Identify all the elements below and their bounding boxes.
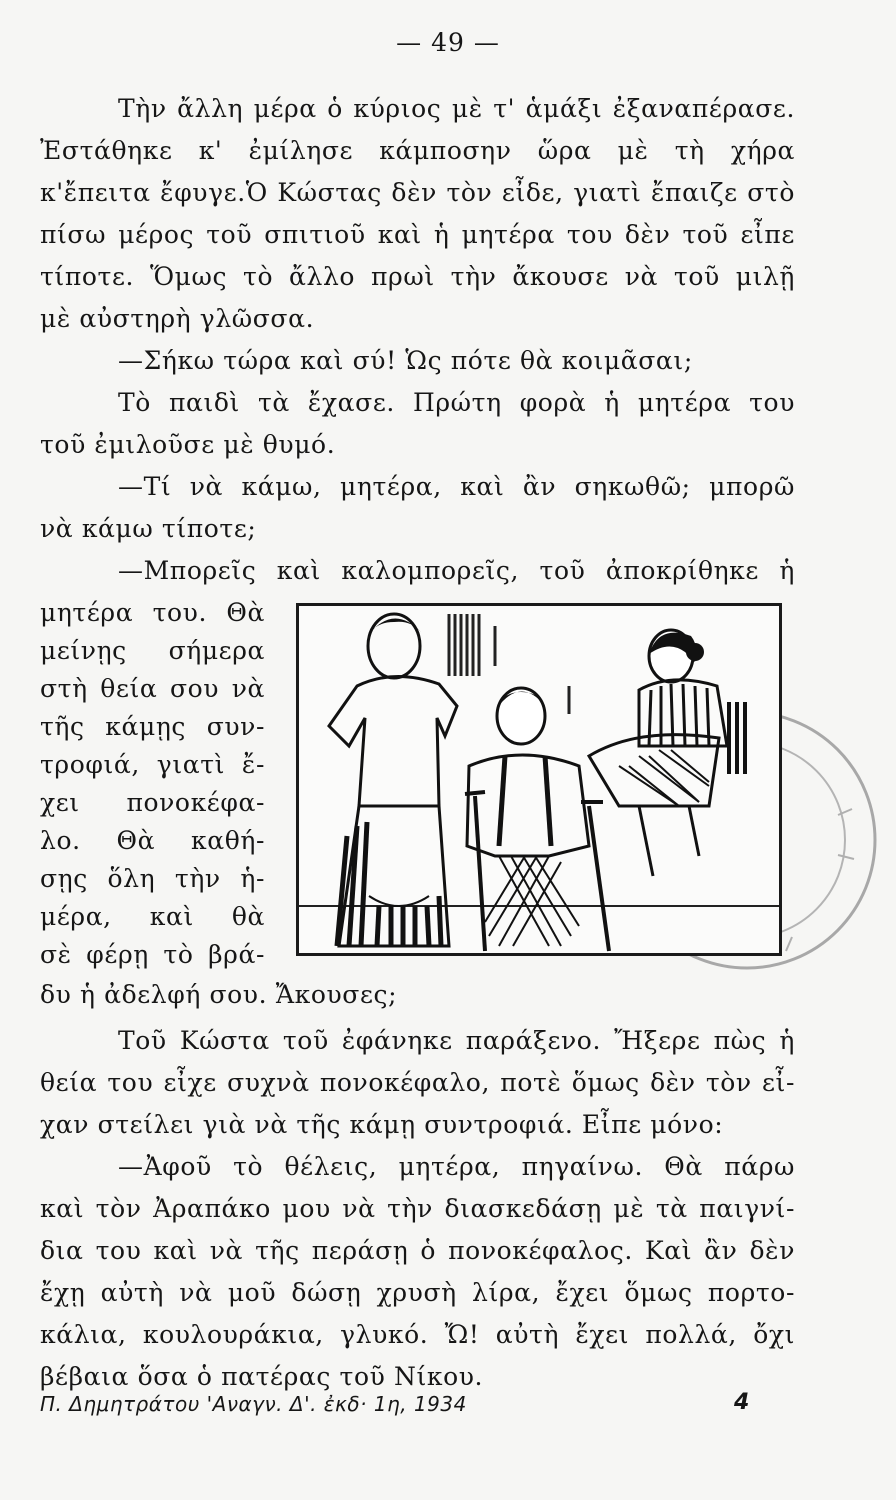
text-line: στὴ θεία σου νὰ xyxy=(40,674,265,703)
text-line: λο. Θὰ καθή- xyxy=(40,826,265,855)
text-line: τῆς κάμῃς συν- xyxy=(40,712,265,741)
text-line: τροφιά, γιατὶ ἔ- xyxy=(40,750,265,779)
text-line: χει πονοκέφα- xyxy=(40,788,265,817)
text-line: τοῦ ἐμιλοῦσε μὲ θυμό. xyxy=(40,430,336,459)
text-line: —Σήκω τώρα καὶ σύ! Ὡς πότε θὰ κοιμᾶσαι; xyxy=(118,346,693,375)
text-line: χαν στείλει γιὰ νὰ τῆς κάμῃ συντροφιά. Εἶπε μόνο: xyxy=(40,1110,724,1139)
text-line: —Τί νὰ κάμω, μητέρα, καὶ ἂν σηκωθῶ; μπορῶ xyxy=(118,472,795,501)
text-line: βέβαια ὅσα ὁ πατέρας τοῦ Νίκου. xyxy=(40,1362,484,1391)
publisher-imprint: Π. Δημητράτου 'Αναγν. Δ'. ἐκδ· 1η, 1934 xyxy=(40,1392,467,1416)
woodcut-illustration-mother-boy-aunt xyxy=(299,606,779,953)
text-line: νὰ κάμω τίποτε; xyxy=(40,514,257,543)
text-line: πίσω μέρος τοῦ σπιτιοῦ καὶ ἡ μητέρα του δὲν τοῦ εἶπε xyxy=(40,220,795,249)
illustration xyxy=(296,603,782,956)
text-line: σὲ φέρῃ τὸ βρά- xyxy=(40,940,265,969)
text-line: δια του καὶ νὰ τῆς περάσῃ ὁ πονοκέφαλος. Καὶ ἂν δὲν xyxy=(40,1236,795,1265)
text-line: Τὸ παιδὶ τὰ ἔχασε. Πρώτη φορὰ ἡ μητέρα του xyxy=(118,388,795,417)
text-line: Ἐστάθηκε κ' ἐμίλησε κάμποσην ὥρα μὲ τὴ χήρα xyxy=(40,136,795,165)
text-line: ἔχῃ αὐτὴ νὰ μοῦ δώσῃ χρυσὴ λίρα, ἔχει ὅμως πορτο- xyxy=(40,1278,795,1307)
text-line: μείνῃς σήμερα xyxy=(40,636,265,665)
signature-mark: 4 xyxy=(734,1390,750,1415)
text-line: Τὴν ἄλλη μέρα ὁ κύριος μὲ τ' ἁμάξι ἐξαναπέρασε. xyxy=(118,94,795,123)
page-number: — 49 — xyxy=(396,28,500,57)
text-line: δυ ἡ ἀδελφή σου. Ἄκουσες; xyxy=(40,980,398,1009)
text-line: τίποτε. Ὅμως τὸ ἄλλο πρωὶ τὴν ἄκουσε νὰ τοῦ μιλῇ xyxy=(40,262,795,291)
text-line: θεία του εἶχε συχνὰ πονοκέφαλο, ποτὲ ὅμως δὲν τὸν εἶ- xyxy=(40,1068,795,1097)
text-line: κάλια, κουλουράκια, γλυκό. Ὤ! αὐτὴ ἔχει πολλά, ὄχι xyxy=(40,1320,795,1349)
text-line: σῃς ὅλη τὴν ἡ- xyxy=(40,864,265,893)
text-line: —Μπορεῖς καὶ καλομπορεῖς, τοῦ ἀποκρίθηκε ἡ xyxy=(118,556,795,585)
text-line: καὶ τὸν Ἀραπάκο μου νὰ τὴν διασκεδάσῃ μὲ τὰ παιγνί- xyxy=(40,1194,795,1223)
text-line: μέρα, καὶ θὰ xyxy=(40,902,265,931)
text-line: μητέρα του. Θὰ xyxy=(40,598,265,627)
text-line: —Ἀφοῦ τὸ θέλεις, μητέρα, πηγαίνω. Θὰ πάρω xyxy=(118,1152,795,1181)
text-line: μὲ αὐστηρὴ γλῶσσα. xyxy=(40,304,315,333)
text-line: κ'ἔπειτα ἔφυγε.Ὁ Κώστας δὲν τὸν εἶδε, γιατὶ ἔπαιζε στὸ xyxy=(40,178,795,207)
text-line: Τοῦ Κώστα τοῦ ἐφάνηκε παράξενο. Ἤξερε πὼς ἡ xyxy=(118,1026,795,1055)
